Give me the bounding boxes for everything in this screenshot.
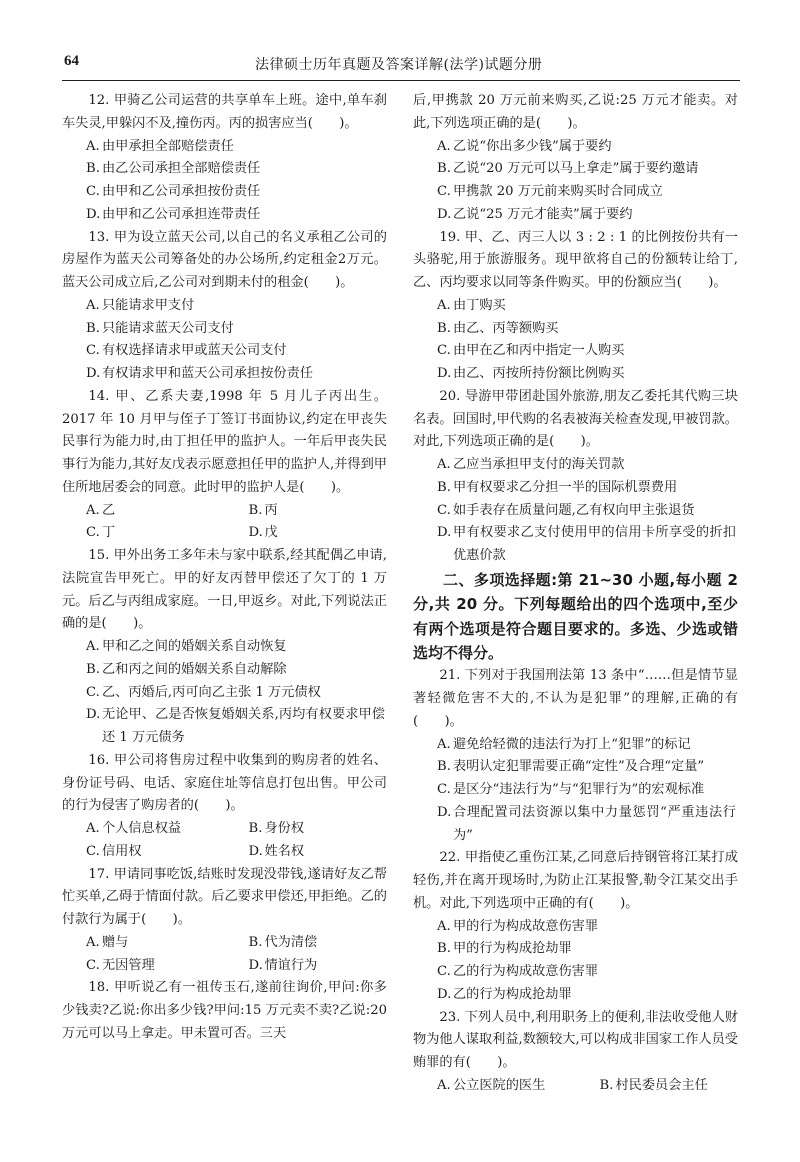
- option-text: 代为清偿: [264, 934, 318, 950]
- option-text: 如手表存在质量问题,乙有权向甲主张退货: [453, 502, 695, 518]
- question-22-option-d: [413, 984, 738, 1007]
- page-number: 64: [64, 53, 79, 69]
- question-19-option-b: [413, 318, 738, 341]
- question-15-option-a: [62, 636, 387, 659]
- option-letter: D.: [248, 525, 263, 541]
- option-letter: B.: [437, 320, 451, 336]
- option-letter: B.: [248, 502, 263, 518]
- question-22-option-b: [413, 938, 738, 961]
- option-letter: A.: [86, 297, 100, 313]
- question-14-stem: 14. 甲、乙系夫妻,1998 年 5 月儿子丙出生。2017 年 10 月甲与侄子丁签订书面协议,约定在甲丧失民事行为能力时,由丁担任甲的监护人。一年后甲丧失民事行为能力,其好友戊表示愿意担任甲的监护人,并得到甲住所地居委会的同意。此时甲的监护人是( )。: [62, 388, 387, 495]
- option-text: 乙说“20 万元可以马上拿走”属于要约邀请: [453, 161, 699, 177]
- question-14-options-row-2: [62, 522, 387, 545]
- option-letter: B.: [437, 759, 451, 775]
- option-letter: A.: [437, 918, 451, 934]
- option-text: 合理配置司法资源以集中力量惩罚“严重违法行为”: [453, 804, 736, 843]
- question-21-option-b: [413, 756, 738, 779]
- option-text: 乙说“你出多少钱”属于要约: [453, 138, 612, 154]
- question-22-option-a: [413, 916, 738, 939]
- question-14-option-b: [225, 500, 388, 523]
- question-19-option-d: [413, 363, 738, 386]
- question-21-option-a: [413, 734, 738, 757]
- question-18-option-b: [413, 158, 738, 181]
- question-23-options-row-1: [413, 1075, 738, 1098]
- option-letter: D.: [437, 986, 452, 1002]
- question-17-option-b: [225, 932, 388, 955]
- question-12-option-b: [62, 158, 387, 181]
- option-text: 有权请求甲和蓝天公司承担按份责任: [102, 366, 313, 381]
- option-text: 无论甲、乙是否恢复婚姻关系,丙均有权要求甲偿还 1 万元债务: [102, 707, 385, 745]
- option-text: 避免给轻微的违法行为打上“犯罪”的标记: [453, 736, 691, 752]
- option-text: 由乙、丙等额购买: [453, 320, 559, 336]
- option-text: 乙: [102, 502, 116, 518]
- question-15-stem: 15. 甲外出务工多年未与家中联系,经其配偶乙申请,法院宣告甲死亡。甲的好友丙替甲偿还了欠丁的 1 万元。后乙与丙组成家庭。一日,甲返乡。对此,下列说法正确的是( )。: [62, 548, 387, 632]
- option-text: 公立医院的医生: [453, 1077, 546, 1093]
- option-letter: C.: [86, 525, 100, 541]
- option-letter: D.: [86, 366, 101, 381]
- option-letter: C.: [86, 684, 100, 700]
- section-2-heading: 二、多项选择题:第 21~30 小题,每小题 2 分,共 20 分。下列每题给出的四个选项中,至少有两个选项是符合题目要求的。多选、少选或错选均不得分。: [413, 570, 738, 662]
- option-letter: A.: [437, 138, 451, 154]
- option-text: 丁: [102, 525, 116, 541]
- question-12-option-d: [62, 204, 387, 227]
- question-21-stem: 21. 下列对于我国刑法第 13 条中“……但是情节显著轻微危害不大的,不认为是犯罪”的理解,正确的有( )。: [413, 668, 738, 729]
- question-16-option-b: [225, 818, 388, 841]
- question-18-option-c: [413, 181, 738, 204]
- option-text: 乙的行为构成故意伤害罪: [453, 964, 599, 980]
- option-letter: B.: [248, 934, 263, 950]
- question-13-stem: 13. 甲为设立蓝天公司,以自己的名义承租乙公司的房屋作为蓝天公司筹备处的办公场所,约定租金2万元。蓝天公司成立后,乙公司对到期未付的租金( )。: [62, 229, 387, 290]
- question-12-stem: 12. 甲骑乙公司运营的共享单车上班。途中,单车刹车失灵,甲躲闪不及,撞伤丙。丙的损害应当( )。: [62, 93, 387, 131]
- question-12-option-a: [62, 136, 387, 159]
- question-15-option-b: [62, 659, 387, 682]
- question-18-option-a: [413, 136, 738, 159]
- option-text: 姓名权: [264, 843, 305, 859]
- option-text: 是区分“违法行为”与“犯罪行为”的宏观标准: [453, 782, 705, 798]
- question-21-option-c: [413, 779, 738, 802]
- option-letter: A.: [437, 297, 451, 313]
- question-14-option-d: [225, 522, 388, 545]
- option-text: 由甲和乙公司承担连带责任: [102, 206, 261, 222]
- option-letter: A.: [86, 639, 100, 654]
- question-16-option-c: [62, 841, 225, 864]
- question-13-option-c: [62, 340, 387, 363]
- option-text: 赠与: [102, 934, 129, 950]
- question-13-option-d: [62, 363, 387, 386]
- option-letter: D.: [248, 843, 263, 859]
- option-text: 甲有权要求乙支付使用甲的信用卡所享受的折扣优惠价款: [453, 525, 736, 563]
- option-text: 戊: [264, 525, 278, 541]
- question-20-option-b: [413, 477, 738, 500]
- question-14-option-a: [62, 500, 225, 523]
- option-letter: D.: [437, 366, 452, 381]
- option-letter: C.: [86, 184, 100, 199]
- option-letter: B.: [248, 821, 263, 836]
- question-18-stem-part-1: 18. 甲听说乙有一祖传玉石,遂前往询价,甲问:你多少钱卖?乙说:你出多少钱?甲问:15 万元卖不卖?乙说:20 万元可以马上拿走。甲未置可否。三天: [62, 980, 387, 1041]
- option-text: 由甲承担全部赔偿责任: [102, 138, 234, 154]
- option-text: 由丁购买: [453, 297, 506, 313]
- option-letter: A.: [86, 821, 100, 836]
- option-text: 只能请求蓝天公司支付: [102, 320, 234, 336]
- option-letter: A.: [437, 457, 451, 472]
- option-text: 个人信息权益: [102, 821, 182, 836]
- option-text: 乙说“25 万元才能卖”属于要约: [453, 206, 633, 222]
- option-text: 乙、丙婚后,丙可向乙主张 1 万元债权: [102, 684, 321, 700]
- option-letter: C.: [437, 964, 451, 980]
- question-15-option-c: [62, 682, 387, 705]
- question-20-option-c: [413, 500, 738, 523]
- option-letter: A.: [86, 934, 100, 950]
- question-17-option-c: [62, 955, 225, 978]
- option-letter: C.: [437, 343, 451, 359]
- option-letter: C.: [86, 843, 100, 859]
- option-letter: A.: [86, 138, 100, 154]
- option-text: 由甲和乙公司承担按份责任: [102, 184, 261, 199]
- question-23-option-a: [413, 1075, 576, 1098]
- option-text: 乙的行为构成抢劫罪: [453, 986, 572, 1002]
- question-22-stem: 22. 甲指使乙重伤江某,乙同意后持钢管将江某打成轻伤,并在离开现场时,为防止江某报警,勒令江某交出手机。对此,下列选项中正确的有( )。: [413, 850, 738, 911]
- question-15-option-d: [62, 704, 387, 750]
- option-text: 信用权: [102, 843, 142, 859]
- option-text: 甲的行为构成故意伤害罪: [453, 918, 599, 934]
- header-rule: [62, 80, 740, 81]
- option-letter: B.: [86, 661, 100, 677]
- question-16-option-d: [225, 841, 388, 864]
- option-text: 有权选择请求甲或蓝天公司支付: [102, 343, 287, 359]
- question-22-option-c: [413, 961, 738, 984]
- option-text: 由甲在乙和丙中指定一人购买: [453, 343, 625, 359]
- question-13-option-b: [62, 318, 387, 341]
- question-19-stem: 19. 甲、乙、丙三人以 3 : 2 : 1 的比例按份共有一头骆驼,用于旅游服务。现甲欲将自己的份额转让给丁,乙、丙均要求以同等条件购买。甲的份额应当( )。: [413, 229, 738, 290]
- option-text: 丙: [264, 502, 278, 518]
- option-letter: B.: [86, 320, 100, 336]
- option-letter: D.: [437, 525, 452, 541]
- option-letter: C.: [437, 502, 451, 518]
- option-text: 情谊行为: [264, 957, 318, 973]
- question-13-option-a: [62, 295, 387, 318]
- option-text: 甲的行为构成抢劫罪: [453, 941, 572, 957]
- question-17-options-row-1: [62, 932, 387, 955]
- question-16-stem: 16. 甲公司将售房过程中收集到的购房者的姓名、身份证号码、电话、家庭住址等信息打包出售。甲公司的行为侵害了购房者的( )。: [62, 752, 387, 814]
- question-17-option-a: [62, 932, 225, 955]
- question-19-option-a: [413, 295, 738, 318]
- question-23-option-b: [576, 1075, 739, 1098]
- question-17-option-d: [225, 955, 388, 978]
- option-letter: C.: [437, 782, 451, 798]
- option-letter: A.: [86, 502, 100, 518]
- question-20-stem: 20. 导游甲带团赴国外旅游,朋友乙委托其代购三块名表。回国时,甲代购的名表被海关检查发现,甲被罚款。对此,下列选项正确的是( )。: [413, 388, 738, 450]
- question-17-stem: 17. 甲请同事吃饭,结账时发现没带钱,遂请好友乙帮忙买单,乙碍于情面付款。后乙要求甲偿还,甲拒绝。乙的付款行为属于( )。: [62, 866, 387, 927]
- question-21-option-d: [413, 802, 738, 848]
- option-text: 由乙、丙按所持份额比例购买: [453, 366, 625, 381]
- option-text: 甲和乙之间的婚姻关系自动恢复: [102, 639, 287, 654]
- question-12-option-c: [62, 181, 387, 204]
- option-letter: C.: [86, 343, 100, 359]
- question-17-options-row-2: [62, 955, 387, 978]
- running-header-title: 法律硕士历年真题及答案详解(法学)试题分册: [255, 57, 543, 73]
- option-letter: B.: [437, 941, 451, 957]
- option-letter: C.: [86, 957, 100, 973]
- option-letter: A.: [437, 736, 451, 752]
- question-16-options-row-2: [62, 841, 387, 864]
- option-text: 身份权: [264, 821, 305, 836]
- option-text: 乙应当承担甲支付的海关罚款: [453, 457, 625, 472]
- option-letter: B.: [599, 1077, 614, 1093]
- question-16-options-row-1: [62, 818, 387, 841]
- question-19-option-c: [413, 340, 738, 363]
- option-text: 只能请求甲支付: [102, 297, 195, 313]
- question-23-stem: 23. 下列人员中,利用职务上的便利,非法收受他人财物为他人谋取利益,数额较大,可以构成非国家工作人员受贿罪的有( )。: [413, 1009, 738, 1071]
- option-letter: D.: [86, 707, 101, 723]
- option-text: 甲携款 20 万元前来购买时合同成立: [453, 184, 663, 199]
- question-20-option-d: [413, 522, 738, 568]
- option-letter: D.: [437, 206, 452, 222]
- option-text: 由乙公司承担全部赔偿责任: [102, 161, 261, 177]
- option-text: 无因管理: [102, 957, 155, 973]
- option-letter: D.: [86, 206, 101, 222]
- option-text: 乙和丙之间的婚姻关系自动解除: [102, 661, 287, 677]
- option-letter: B.: [86, 161, 100, 177]
- option-text: 村民委员会主任: [615, 1077, 708, 1093]
- question-14-options-row-1: [62, 500, 387, 523]
- option-letter: B.: [437, 479, 451, 495]
- option-letter: A.: [437, 1077, 451, 1093]
- right-column: [413, 90, 738, 1098]
- option-text: 甲有权要求乙分担一半的国际机票费用: [453, 479, 678, 495]
- option-letter: B.: [437, 161, 451, 177]
- option-letter: D.: [437, 804, 452, 820]
- option-text: 表明认定犯罪需要正确“定性”及合理“定量”: [453, 759, 705, 775]
- question-18-stem-part-2: 后,甲携款 20 万元前来购买,乙说:25 万元才能卖。对此,下列选项正确的是( )。: [413, 93, 738, 131]
- option-letter: D.: [248, 957, 263, 973]
- question-20-option-a: [413, 454, 738, 477]
- question-14-option-c: [62, 522, 225, 545]
- question-16-option-a: [62, 818, 225, 841]
- option-letter: C.: [437, 184, 451, 199]
- question-18-option-d: [413, 204, 738, 227]
- left-column: [62, 90, 387, 1046]
